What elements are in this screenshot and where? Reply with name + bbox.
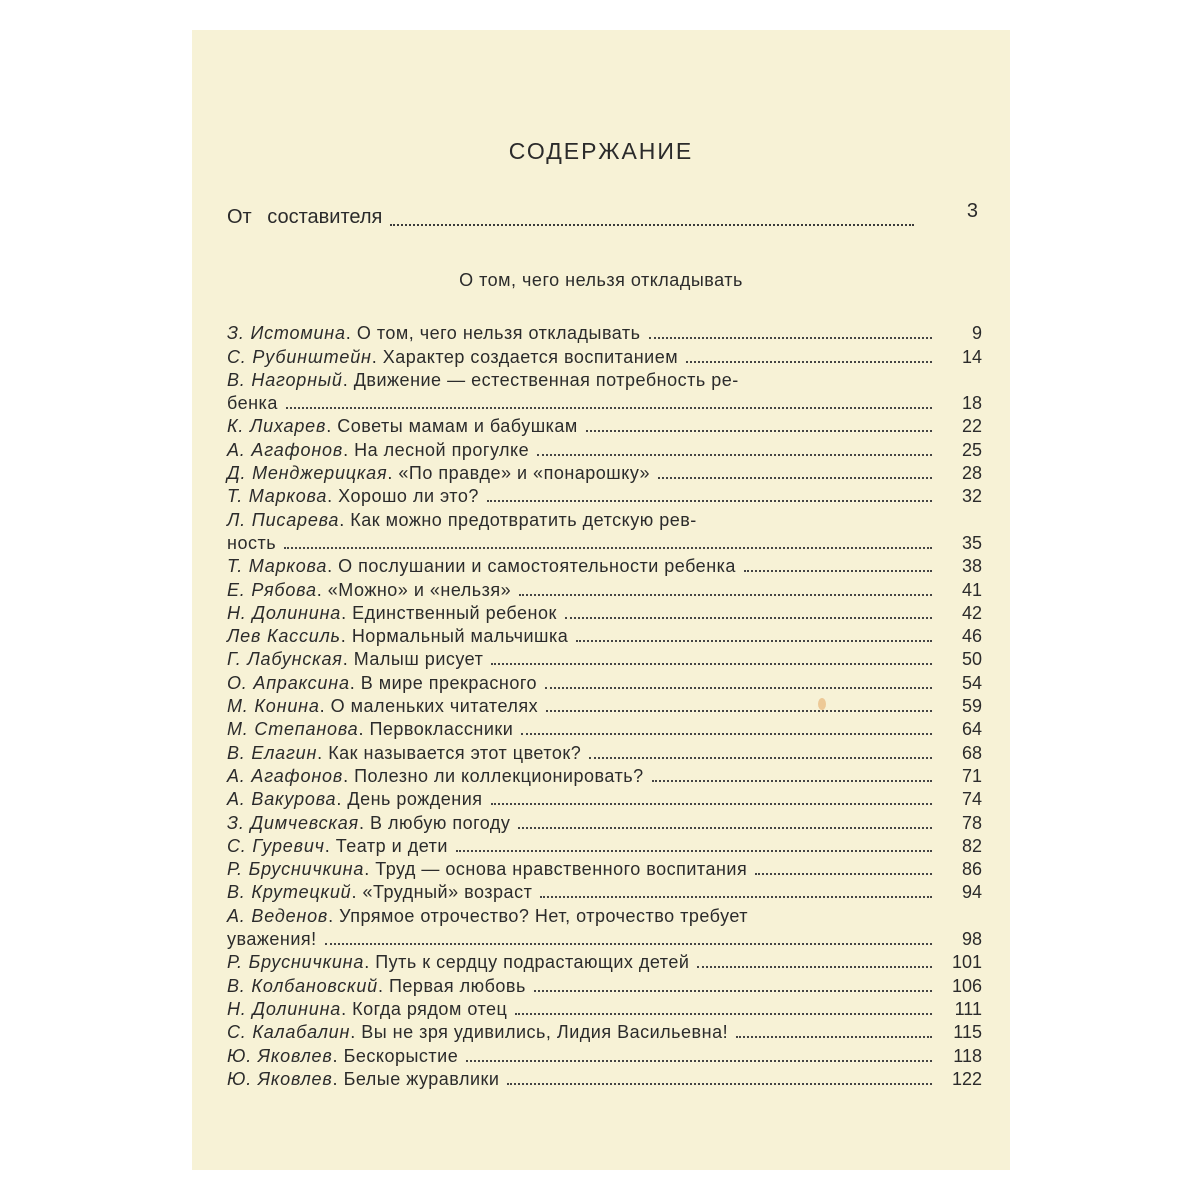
toc-entry: [227, 436, 982, 460]
toc-entry: [227, 1066, 982, 1089]
toc-separator: .: [349, 672, 355, 693]
toc-title: Полезно ли коллекционировать?: [354, 765, 644, 786]
dot-leader: [390, 224, 914, 226]
toc-entry-text: [227, 836, 448, 856]
toc-author: Д. Менджерицкая: [227, 463, 388, 484]
toc-separator: .: [358, 719, 364, 740]
toc-separator: .: [332, 1068, 338, 1089]
toc-entry: [227, 483, 982, 507]
toc-entry-text: [227, 1046, 458, 1066]
toc-title: Путь к сердцу подрастающих детей: [375, 952, 690, 973]
toc-entry: [227, 809, 982, 833]
toc-separator: .: [351, 882, 357, 903]
preface-label: От составителя: [227, 206, 383, 228]
toc-entry: [227, 902, 926, 925]
toc-author: К. Лихарев: [227, 416, 327, 437]
toc-entry: [227, 623, 982, 647]
toc-page-number: 25: [961, 439, 982, 460]
toc-author: В. Колбановский: [227, 975, 378, 996]
toc-page-number: 115: [953, 1022, 982, 1043]
toc-author: С. Калабалин: [227, 1022, 351, 1043]
toc-entry-text: [227, 766, 644, 786]
toc-entry: [227, 739, 982, 763]
toc-title: О маленьких читателях: [330, 696, 539, 717]
page-title: СОДЕРЖАНИЕ: [508, 138, 694, 164]
dot-leader: [456, 850, 932, 852]
toc-page-number: 101: [951, 952, 982, 973]
toc-title: ность: [227, 532, 277, 553]
toc-entry: [227, 786, 982, 810]
toc-entry-text: [227, 393, 278, 413]
toc-entry: [227, 716, 982, 740]
toc-title: Как можно предотвратить детскую рев-: [350, 509, 697, 530]
toc-author: В. Елагин: [227, 742, 318, 763]
toc-entry: [227, 926, 982, 950]
dot-leader: [515, 1013, 932, 1015]
toc-separator: .: [343, 765, 349, 786]
toc-title: Когда рядом отец: [352, 998, 508, 1019]
toc-title: На лесной прогулке: [354, 439, 530, 460]
toc-author: А. Агафонов: [227, 765, 344, 786]
toc-author: Н. Долинина: [227, 998, 342, 1019]
toc-entry-text: [227, 347, 678, 367]
toc-entry-text: [227, 416, 578, 436]
toc-author: Ю. Яковлев: [227, 1068, 333, 1089]
toc-entry: [227, 367, 926, 390]
dot-leader: [586, 430, 932, 432]
toc-entry-text: [227, 533, 276, 553]
toc-entry: [227, 600, 982, 623]
toc-entry-text: [227, 323, 641, 343]
toc-separator: .: [350, 1022, 356, 1043]
toc-page-number: 106: [951, 975, 982, 996]
toc-title: Нормальный мальчишка: [351, 626, 569, 647]
toc-separator: .: [336, 789, 342, 810]
toc-page-number: 94: [961, 882, 982, 903]
dot-leader: [545, 687, 932, 689]
toc-entry-text: [227, 626, 568, 646]
dot-leader: [697, 966, 932, 968]
dot-leader: [658, 477, 932, 479]
toc-entry-text: [227, 976, 526, 996]
toc-separator: .: [319, 696, 325, 717]
toc-page-number: 50: [961, 649, 982, 670]
dot-leader: [744, 570, 932, 572]
toc-entry: [227, 553, 982, 577]
toc-title: Первоклассники: [369, 719, 514, 740]
toc-entry-text: [227, 603, 557, 623]
toc-entry: [227, 879, 982, 903]
toc-separator: .: [327, 556, 333, 577]
toc-author: Л. Писарева: [227, 509, 340, 530]
toc-title: Труд — основа нравственного воспитания: [375, 859, 748, 880]
dot-leader: [534, 990, 932, 992]
dot-leader: [491, 663, 932, 665]
toc-entry: [227, 320, 982, 344]
toc-separator: .: [316, 579, 322, 600]
toc-entry-text: [227, 463, 650, 483]
toc-page-number: 14: [961, 346, 982, 367]
toc-title: Характер создается воспитанием: [382, 346, 679, 367]
toc-page-number: 28: [961, 463, 982, 484]
toc-title: Малыш рисует: [353, 649, 484, 670]
toc-entry-text: [227, 952, 689, 972]
dot-leader: [649, 337, 932, 339]
toc-title: Белые журавлики: [343, 1068, 500, 1089]
toc-author: Е. Рябова: [227, 579, 317, 600]
preface-page-number: 3: [966, 200, 978, 222]
toc-separator: .: [364, 859, 370, 880]
toc-page-number: 22: [961, 416, 982, 437]
toc-author: А. Вакурова: [227, 789, 337, 810]
dot-leader: [576, 640, 932, 642]
toc-author: Т. Маркова: [227, 486, 328, 507]
toc-entry: [227, 763, 982, 786]
toc-separator: .: [326, 416, 332, 437]
toc-entry: [227, 1019, 982, 1043]
toc-page-number: 35: [961, 532, 982, 553]
toc-page-number: 41: [961, 579, 982, 600]
toc-title: Вы не зря удивились, Лидия Васильевна!: [361, 1022, 729, 1043]
toc-page-number: 118: [953, 1045, 982, 1066]
dot-leader: [537, 454, 932, 456]
toc-title: О том, чего нельзя откладывать: [356, 323, 641, 344]
toc-separator: .: [339, 509, 345, 530]
dot-leader: [521, 733, 932, 735]
toc-title: уважения!: [227, 929, 317, 950]
toc-entry-text: [227, 673, 537, 693]
toc-author: Г. Лабунская: [227, 649, 343, 670]
toc-entry: [227, 343, 982, 367]
toc-separator: .: [332, 1045, 338, 1066]
dot-leader: [466, 1060, 932, 1062]
dot-leader: [686, 361, 932, 363]
dot-leader: [755, 873, 932, 875]
toc-title: В любую погоду: [369, 812, 511, 833]
toc-page-number: 64: [961, 719, 982, 740]
toc-title: «Можно» и «нельзя»: [327, 579, 512, 600]
toc-entry: [227, 576, 982, 600]
toc-entry-text: [227, 580, 511, 600]
toc-page-number: 18: [961, 393, 982, 414]
toc-entry-text: [227, 999, 507, 1019]
toc-entry: [227, 390, 982, 414]
toc-separator: .: [342, 369, 348, 390]
dot-leader: [507, 1083, 932, 1085]
toc-page-number: 74: [961, 789, 982, 810]
book-page: [192, 30, 1010, 1170]
toc-separator: .: [377, 975, 383, 996]
toc-title: Театр и дети: [335, 835, 448, 856]
dot-leader: [286, 407, 932, 409]
dot-leader: [565, 617, 932, 619]
toc-separator: .: [317, 742, 323, 763]
toc-author: Р. Брусничкина: [227, 859, 365, 880]
toc-page-number: 71: [961, 765, 982, 786]
toc-author: Лев Кассиль: [227, 626, 341, 647]
toc-separator: .: [371, 346, 377, 367]
toc-author: В. Нагорный: [227, 369, 343, 390]
toc-entry-text: [227, 882, 532, 902]
toc-page-number: 111: [954, 998, 982, 1019]
toc-separator: .: [327, 486, 333, 507]
toc-entry-text: [227, 743, 581, 763]
dot-leader: [518, 827, 932, 829]
dot-leader: [652, 780, 932, 782]
toc-title: Упрямое отрочество? Нет, отрочество требует: [339, 905, 749, 926]
dot-leader: [491, 803, 932, 805]
toc-entry-text: [227, 510, 697, 530]
toc-title: Единственный ребенок: [352, 602, 557, 623]
toc-author: Н. Долинина: [227, 602, 342, 623]
toc-page-number: 32: [961, 486, 982, 507]
dot-leader: [519, 594, 932, 596]
toc-author: С. Гуревич: [227, 835, 325, 856]
toc-entry-text: [227, 929, 317, 949]
paper-stain: [818, 698, 826, 710]
toc-title: бенка: [227, 393, 278, 414]
dot-leader: [487, 500, 932, 502]
toc-author: О. Апраксина: [227, 672, 350, 693]
dot-leader: [325, 943, 932, 945]
toc-separator: .: [328, 905, 334, 926]
toc-page-number: 42: [961, 602, 982, 623]
toc-entry-text: [227, 859, 747, 879]
toc-entry-text: [227, 1069, 499, 1089]
toc-author: З. Димчевская: [227, 812, 359, 833]
toc-author: С. Рубинштейн: [227, 346, 372, 367]
toc-title: «Трудный» возраст: [362, 882, 533, 903]
dot-leader: [284, 547, 932, 549]
toc-title: День рождения: [347, 789, 483, 810]
toc-title: Как называется этот цветок?: [328, 742, 582, 763]
section-title: О том, чего нельзя откладывать: [459, 270, 743, 290]
toc-author: М. Степанова: [227, 719, 359, 740]
toc-entry-text: [227, 719, 513, 739]
toc-entry: [227, 949, 982, 973]
dot-leader: [546, 710, 932, 712]
toc-title: Советы мамам и бабушкам: [337, 416, 578, 437]
toc-entry-text: [227, 1022, 728, 1042]
toc-separator: .: [341, 998, 347, 1019]
toc-page-number: 82: [961, 835, 982, 856]
toc-separator: .: [340, 626, 346, 647]
toc-entry-text: [227, 813, 510, 833]
toc-entry: [227, 530, 982, 553]
toc-page-number: 78: [961, 812, 982, 833]
toc-entry: [227, 460, 982, 484]
toc-entry-text: [227, 440, 529, 460]
toc-page-number: 54: [961, 672, 982, 693]
toc-entry: [227, 646, 982, 670]
toc-separator: .: [358, 812, 364, 833]
toc-entry: [227, 996, 982, 1019]
toc-author: Ю. Яковлев: [227, 1045, 333, 1066]
toc-page-number: 68: [961, 742, 982, 763]
toc-title: Хорошо ли это?: [338, 486, 479, 507]
toc-separator: .: [341, 602, 347, 623]
toc-separator: .: [343, 439, 349, 460]
toc-entry-text: [227, 486, 479, 506]
toc-page-number: 86: [961, 859, 982, 880]
toc-entry: [227, 972, 982, 996]
toc-separator: .: [345, 323, 351, 344]
toc-entry-text: [227, 649, 483, 669]
toc-separator: .: [364, 952, 370, 973]
toc-author: А. Веденов: [227, 905, 329, 926]
dot-leader: [589, 757, 932, 759]
toc-page-number: 46: [961, 626, 982, 647]
dot-leader: [736, 1036, 932, 1038]
toc-entry-text: [227, 696, 538, 716]
toc-author: Р. Брусничкина: [227, 952, 365, 973]
toc-title: Движение — естественная потребность ре-: [353, 369, 739, 390]
toc-page-number: 9: [971, 323, 982, 344]
toc-title: «По правде» и «понарошку»: [398, 463, 651, 484]
toc-entry: [227, 669, 982, 693]
toc-entry: [227, 413, 982, 437]
toc-separator: .: [342, 649, 348, 670]
toc-entry: [227, 1042, 982, 1066]
toc-separator: .: [324, 835, 330, 856]
toc-entry-preface: [227, 200, 978, 232]
toc-separator: .: [387, 463, 393, 484]
toc-entry-text: [227, 789, 483, 809]
toc-author: З. Истомина: [227, 323, 346, 344]
toc-entry: [227, 506, 926, 529]
toc-author: В. Крутецкий: [227, 882, 352, 903]
toc-entry-text: [227, 556, 736, 576]
toc-entry: [227, 833, 982, 856]
toc-page-number: 122: [951, 1068, 982, 1089]
toc-author: М. Конина: [227, 696, 320, 717]
toc-entry-text: [227, 906, 748, 926]
toc-page-number: 59: [961, 696, 982, 717]
toc-entry: [227, 856, 982, 880]
toc-author: А. Агафонов: [227, 439, 344, 460]
toc-title: О послушании и самостоятельности ребенка: [338, 556, 736, 577]
toc-title: В мире прекрасного: [360, 672, 538, 693]
toc-entry-text: [227, 370, 739, 390]
toc-page-number: 98: [961, 929, 982, 950]
dot-leader: [540, 896, 932, 898]
toc-author: Т. Маркова: [227, 556, 328, 577]
toc-page-number: 38: [961, 556, 982, 577]
toc-title: Первая любовь: [388, 975, 526, 996]
toc-title: Бескорыстие: [343, 1045, 459, 1066]
